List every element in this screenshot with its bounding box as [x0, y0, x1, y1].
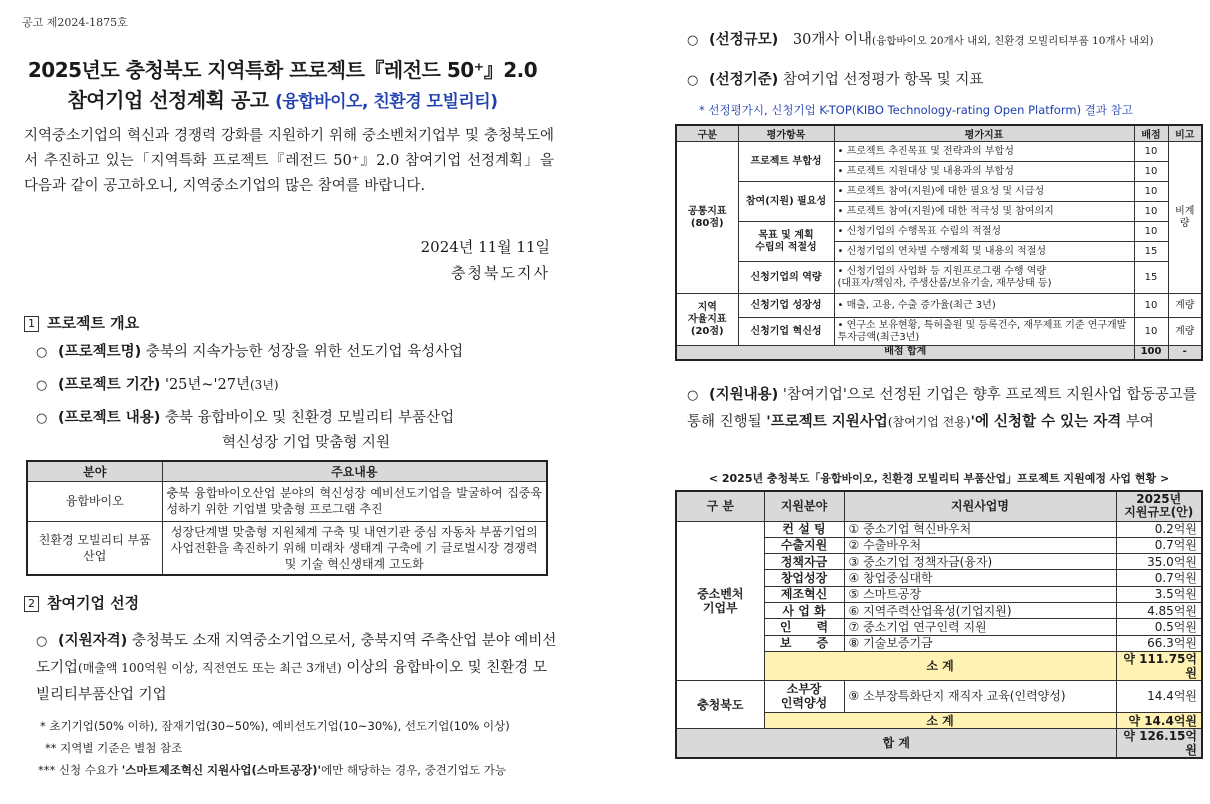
notice-date: 2024년 11월 11일 — [420, 238, 550, 256]
bullet-bold: '프로젝트 지원사업 — [766, 414, 888, 430]
eval-score: 10 — [1134, 142, 1168, 162]
bullet-label: (프로젝트명) — [58, 344, 142, 360]
plan-amount: 0.2억원 — [1116, 521, 1202, 537]
eval-item: 프로젝트 부합성 — [738, 142, 834, 182]
page-title-line1: 2025년도 충청북도 지역특화 프로젝트『레전드 50⁺』2.0 — [27, 58, 538, 82]
eval-note: 계량 — [1168, 318, 1202, 346]
eval-indicator: • 프로젝트 참여(지원)에 대한 필요성 및 시급성 — [834, 182, 1134, 202]
subtotal-label: 소 계 — [764, 712, 1116, 728]
table-row — [676, 318, 1202, 346]
evaluation-table — [675, 124, 1203, 361]
footnote-2: ** 지역별 기준은 별첨 참조 — [45, 741, 183, 755]
bullet-text: 참여기업 선정평가 항목 및 지표 — [782, 72, 984, 88]
bullet-text: '25년~'27년 — [164, 377, 250, 393]
subtotal-amount: 약 14.4억원 — [1116, 712, 1202, 728]
section2-number: 2 — [24, 596, 39, 612]
table-cell: 융합바이오 — [27, 481, 162, 521]
eval-indicator: • 매출, 고용, 수출 증가율(최근 3년) — [834, 294, 1134, 318]
eval-indicator: • 프로젝트 참여(지원)에 대한 적극성 및 참여의지 — [834, 202, 1134, 222]
bullet-scale: ○ (선정규모) 30개사 이내(융합바이오 20개사 내외, 친환경 모빌리티부품 10개사 내외) — [687, 32, 1154, 48]
table-row — [676, 521, 1202, 537]
total-label: 배점 합계 — [676, 346, 1134, 360]
section2-heading — [24, 592, 139, 613]
plan-field: 창업성장 — [764, 570, 844, 586]
eval-note: 비계량 — [1168, 142, 1202, 294]
bullet-label: (지원자격) — [58, 633, 128, 649]
total-label: 합 계 — [676, 729, 1116, 759]
plan-program: ④ 창업중심대학 — [844, 570, 1116, 586]
section1-number: 1 — [24, 316, 39, 332]
table-header: 지원분야 — [764, 491, 844, 521]
bullet-text: 충북의 지속가능한 성장을 위한 선도기업 육성사업 — [145, 344, 464, 360]
total-note: - — [1168, 346, 1202, 360]
plan-amount: 0.5억원 — [1116, 619, 1202, 635]
bullet-project-period: ○ (프로젝트 기간) '25년~'27년(3년) — [36, 377, 279, 393]
eval-score: 10 — [1134, 318, 1168, 346]
table-row — [676, 680, 1202, 712]
notice-number: 공고 제2024-1875호 — [22, 16, 128, 29]
table-row — [676, 222, 1202, 242]
section1-heading — [24, 312, 139, 333]
plan-amount: 0.7억원 — [1116, 570, 1202, 586]
total-row — [676, 729, 1202, 759]
plan-field: 소부장 인력양성 — [764, 680, 844, 712]
bullet-label: (지원내용) — [709, 387, 779, 403]
eval-score: 10 — [1134, 202, 1168, 222]
eval-score: 15 — [1134, 242, 1168, 262]
table-header: 주요내용 — [162, 461, 547, 481]
support-plan-table — [675, 490, 1203, 759]
plan-field: 보 증 — [764, 635, 844, 651]
footnote-text: 에만 해당하는 경우, 중견기업도 가능 — [321, 763, 506, 777]
subtotal-label: 소 계 — [764, 651, 1116, 680]
table-total-row — [676, 346, 1202, 360]
table-header: 평가지표 — [834, 125, 1134, 142]
bullet-small: (참여기업 전용) — [887, 415, 971, 429]
bullet-text: '참여기업'으로 선정된 기업은 향후 프로젝트 지원사업 합동공고를 통해 진행될 — [687, 387, 1197, 430]
plan-table-caption: < 2025년 충청북도「융합바이오, 친환경 모빌리티 부품산업」프로젝트 지원예정 사업 현황 > — [708, 472, 1170, 485]
bullet-text-line2: 혁신성장 기업 맞춤형 지원 — [222, 435, 390, 451]
bullet-text: 충북 융합바이오 및 친환경 모빌리티 부품산업 — [164, 410, 455, 426]
footnote-text: *** 신청 수요가 — [38, 763, 122, 777]
eval-group: 지역 자율지표 (20점) — [676, 294, 738, 346]
page-title-line2 — [0, 84, 565, 113]
plan-field: 사 업 화 — [764, 602, 844, 618]
eval-score: 10 — [1134, 294, 1168, 318]
bullet-small: (매출액 100억원 이상, 직전연도 또는 최근 3개년) — [78, 661, 342, 675]
bullet-label: (선정규모) — [709, 32, 779, 48]
plan-program: ⑧ 기술보증기금 — [844, 635, 1116, 651]
eval-note: 계량 — [1168, 294, 1202, 318]
footnote-bold: '스마트제조혁신 지원사업(스마트공장)' — [121, 763, 322, 777]
eval-indicator: • 신청기업의 사업화 등 지원프로그램 수행 역량 (대표자/책임자, 주생산품/보유기술, 재무상태 등) — [834, 262, 1134, 294]
plan-amount: 0.7억원 — [1116, 537, 1202, 553]
bullet-text: 30개사 이내 — [792, 32, 872, 48]
plan-field: 컨 설 팅 — [764, 521, 844, 537]
eval-item: 목표 및 계획 수립의 적절성 — [738, 222, 834, 262]
eval-group: 공통지표 (80점) — [676, 142, 738, 294]
table-row — [676, 294, 1202, 318]
bullet-text: 부여 — [1121, 414, 1154, 430]
bullet-project-content: ○ (프로젝트 내용) 충북 융합바이오 및 친환경 모빌리티 부품산업 혁신성장 기업 맞춤형 지원 — [36, 406, 556, 456]
table-row — [676, 142, 1202, 162]
eval-score: 10 — [1134, 182, 1168, 202]
plan-program: ⑥ 지역주력산업육성(기업지원) — [844, 602, 1116, 618]
plan-program: ③ 중소기업 정책자금(융자) — [844, 554, 1116, 570]
eval-indicator: • 신청기업의 연차별 수행계획 및 내용의 적절성 — [834, 242, 1134, 262]
table-header: 비고 — [1168, 125, 1202, 142]
plan-amount: 4.85억원 — [1116, 602, 1202, 618]
eval-indicator: • 프로젝트 추진목표 및 전략과의 부합성 — [834, 142, 1134, 162]
bullet-text: 충청북도 소재 지역중소기업으로서, 충북지역 주축산업 분야 예비선도기업 — [36, 633, 557, 676]
eval-item: 신청기업 성장성 — [738, 294, 834, 318]
table-header: 배점 — [1134, 125, 1168, 142]
section1-title: 프로젝트 개요 — [47, 314, 140, 332]
bullet-support: ○ (지원내용) '참여기업'으로 선정된 기업은 향후 프로젝트 지원사업 합동공고를 통해 진행될 '프로젝트 지원사업(참여기업 전용)'에 신청할 수 있는 자격 부여 — [687, 387, 1197, 430]
bullet-label: (프로젝트 기간) — [58, 377, 161, 393]
bullet-bold: '에 신청할 수 있는 자격 — [970, 414, 1122, 430]
plan-program: ⑦ 중소기업 연구인력 지원 — [844, 619, 1116, 635]
table-row — [676, 182, 1202, 202]
bullet-label: (선정기준) — [709, 72, 779, 88]
plan-amount: 14.4억원 — [1116, 680, 1202, 712]
plan-group: 충청북도 — [676, 680, 764, 728]
plan-amount: 35.0억원 — [1116, 554, 1202, 570]
table-row — [27, 521, 547, 575]
table-header: 분야 — [27, 461, 162, 481]
title-main: 참여기업 선정계획 공고 — [67, 88, 269, 112]
field-table — [26, 460, 548, 576]
eval-score: 10 — [1134, 222, 1168, 242]
plan-program: ② 수출바우처 — [844, 537, 1116, 553]
eval-item: 신청기업의 역량 — [738, 262, 834, 294]
bullet-tail: 이상의 융합바이오 및 친환경 모빌리티부품산업 기업 — [36, 660, 547, 703]
plan-field: 정책자금 — [764, 554, 844, 570]
total-amount: 약 126.15억원 — [1116, 729, 1202, 759]
subtotal-amount: 약 111.75억원 — [1116, 651, 1202, 680]
table-cell: 친환경 모빌리티 부품산업 — [27, 521, 162, 575]
title-highlight: (융합바이오, 친환경 모빌리티) — [275, 92, 498, 112]
plan-field: 인 력 — [764, 619, 844, 635]
table-header: 지원사업명 — [844, 491, 1116, 521]
eval-item: 참여(지원) 필요성 — [738, 182, 834, 222]
plan-amount: 3.5억원 — [1116, 586, 1202, 602]
issuer: 충청북도지사 — [451, 264, 550, 282]
eval-indicator: • 연구소 보유현황, 특허출원 및 등록건수, 재무제표 기준 연구개발 투자금액(최근3년) — [834, 318, 1134, 346]
bullet-suffix: (3년) — [250, 378, 279, 392]
table-cell: 충북 융합바이오산업 분야의 혁신성장 예비선도기업을 발굴하여 집중육성하기 위한 기업별 맞춤형 프로그램 추진 — [162, 481, 547, 521]
table-row — [676, 262, 1202, 294]
eval-score: 10 — [1134, 162, 1168, 182]
eval-item: 신청기업 혁신성 — [738, 318, 834, 346]
table-cell: 성장단계별 맞춤형 지원체계 구축 및 내연기관 중심 자동차 부품기업의 사업전환을 촉진하기 위해 미래차 생태계 구축에 기 글로벌시장 경쟁력 및 기술 혁신생태계 고도화 — [162, 521, 547, 575]
intro-paragraph: 지역중소기업의 혁신과 경쟁력 강화를 지원하기 위해 중소벤처기업부 및 충청북도에서 추진하고 있는「지역특화 프로젝트『레전드 50⁺』2.0 참여기업 선정계획」을 다음과 같이 공고하오니, 지역중소기업의 많은 참여를 바랍니다. — [24, 128, 554, 194]
table-header: 평가항목 — [738, 125, 834, 142]
table-row — [27, 481, 547, 521]
total-score: 100 — [1134, 346, 1168, 360]
plan-group: 중소벤처 기업부 — [676, 521, 764, 680]
bullet-eligibility: ○ (지원자격) 충청북도 소재 지역중소기업으로서, 충북지역 주축산업 분야 예비선도기업(매출액 100억원 이상, 직전연도 또는 최근 3개년) 이상의 융합바이오 및 친환경 모빌리티부품산업 기업 — [36, 633, 557, 703]
plan-program: ⑤ 스마트공장 — [844, 586, 1116, 602]
footnote-3 — [38, 762, 506, 778]
eval-indicator: • 프로젝트 지원대상 및 내용과의 부합성 — [834, 162, 1134, 182]
plan-amount: 66.3억원 — [1116, 635, 1202, 651]
plan-field: 제조혁신 — [764, 586, 844, 602]
section2-title: 참여기업 선정 — [47, 594, 140, 612]
table-header: 구분 — [676, 125, 738, 142]
table-header: 2025년 지원규모(안) — [1116, 491, 1202, 521]
footnote-1: * 초기기업(50% 이하), 잠재기업(30~50%), 예비선도기업(10~30%), 선도기업(10% 이상) — [40, 719, 510, 733]
criteria-note: * 선정평가시, 신청기업 K-TOP(KIBO Technology-rating Open Platform) 결과 참고 — [699, 103, 1133, 117]
eval-indicator: • 신청기업의 수행목표 수립의 적절성 — [834, 222, 1134, 242]
table-header: 구 분 — [676, 491, 764, 521]
plan-program: ⑨ 소부장특화단지 재직자 교육(인력양성) — [844, 680, 1116, 712]
plan-program: ① 중소기업 혁신바우처 — [844, 521, 1116, 537]
plan-field: 수출지원 — [764, 537, 844, 553]
eval-score: 15 — [1134, 262, 1168, 294]
bullet-label: (프로젝트 내용) — [58, 410, 161, 426]
bullet-project-name: ○ (프로젝트명) 충북의 지속가능한 성장을 위한 선도기업 육성사업 — [36, 344, 464, 360]
bullet-small: (융합바이오 20개사 내외, 친환경 모빌리티부품 10개사 내외) — [872, 35, 1154, 47]
bullet-criteria: ○ (선정기준) 참여기업 선정평가 항목 및 지표 — [687, 72, 984, 88]
